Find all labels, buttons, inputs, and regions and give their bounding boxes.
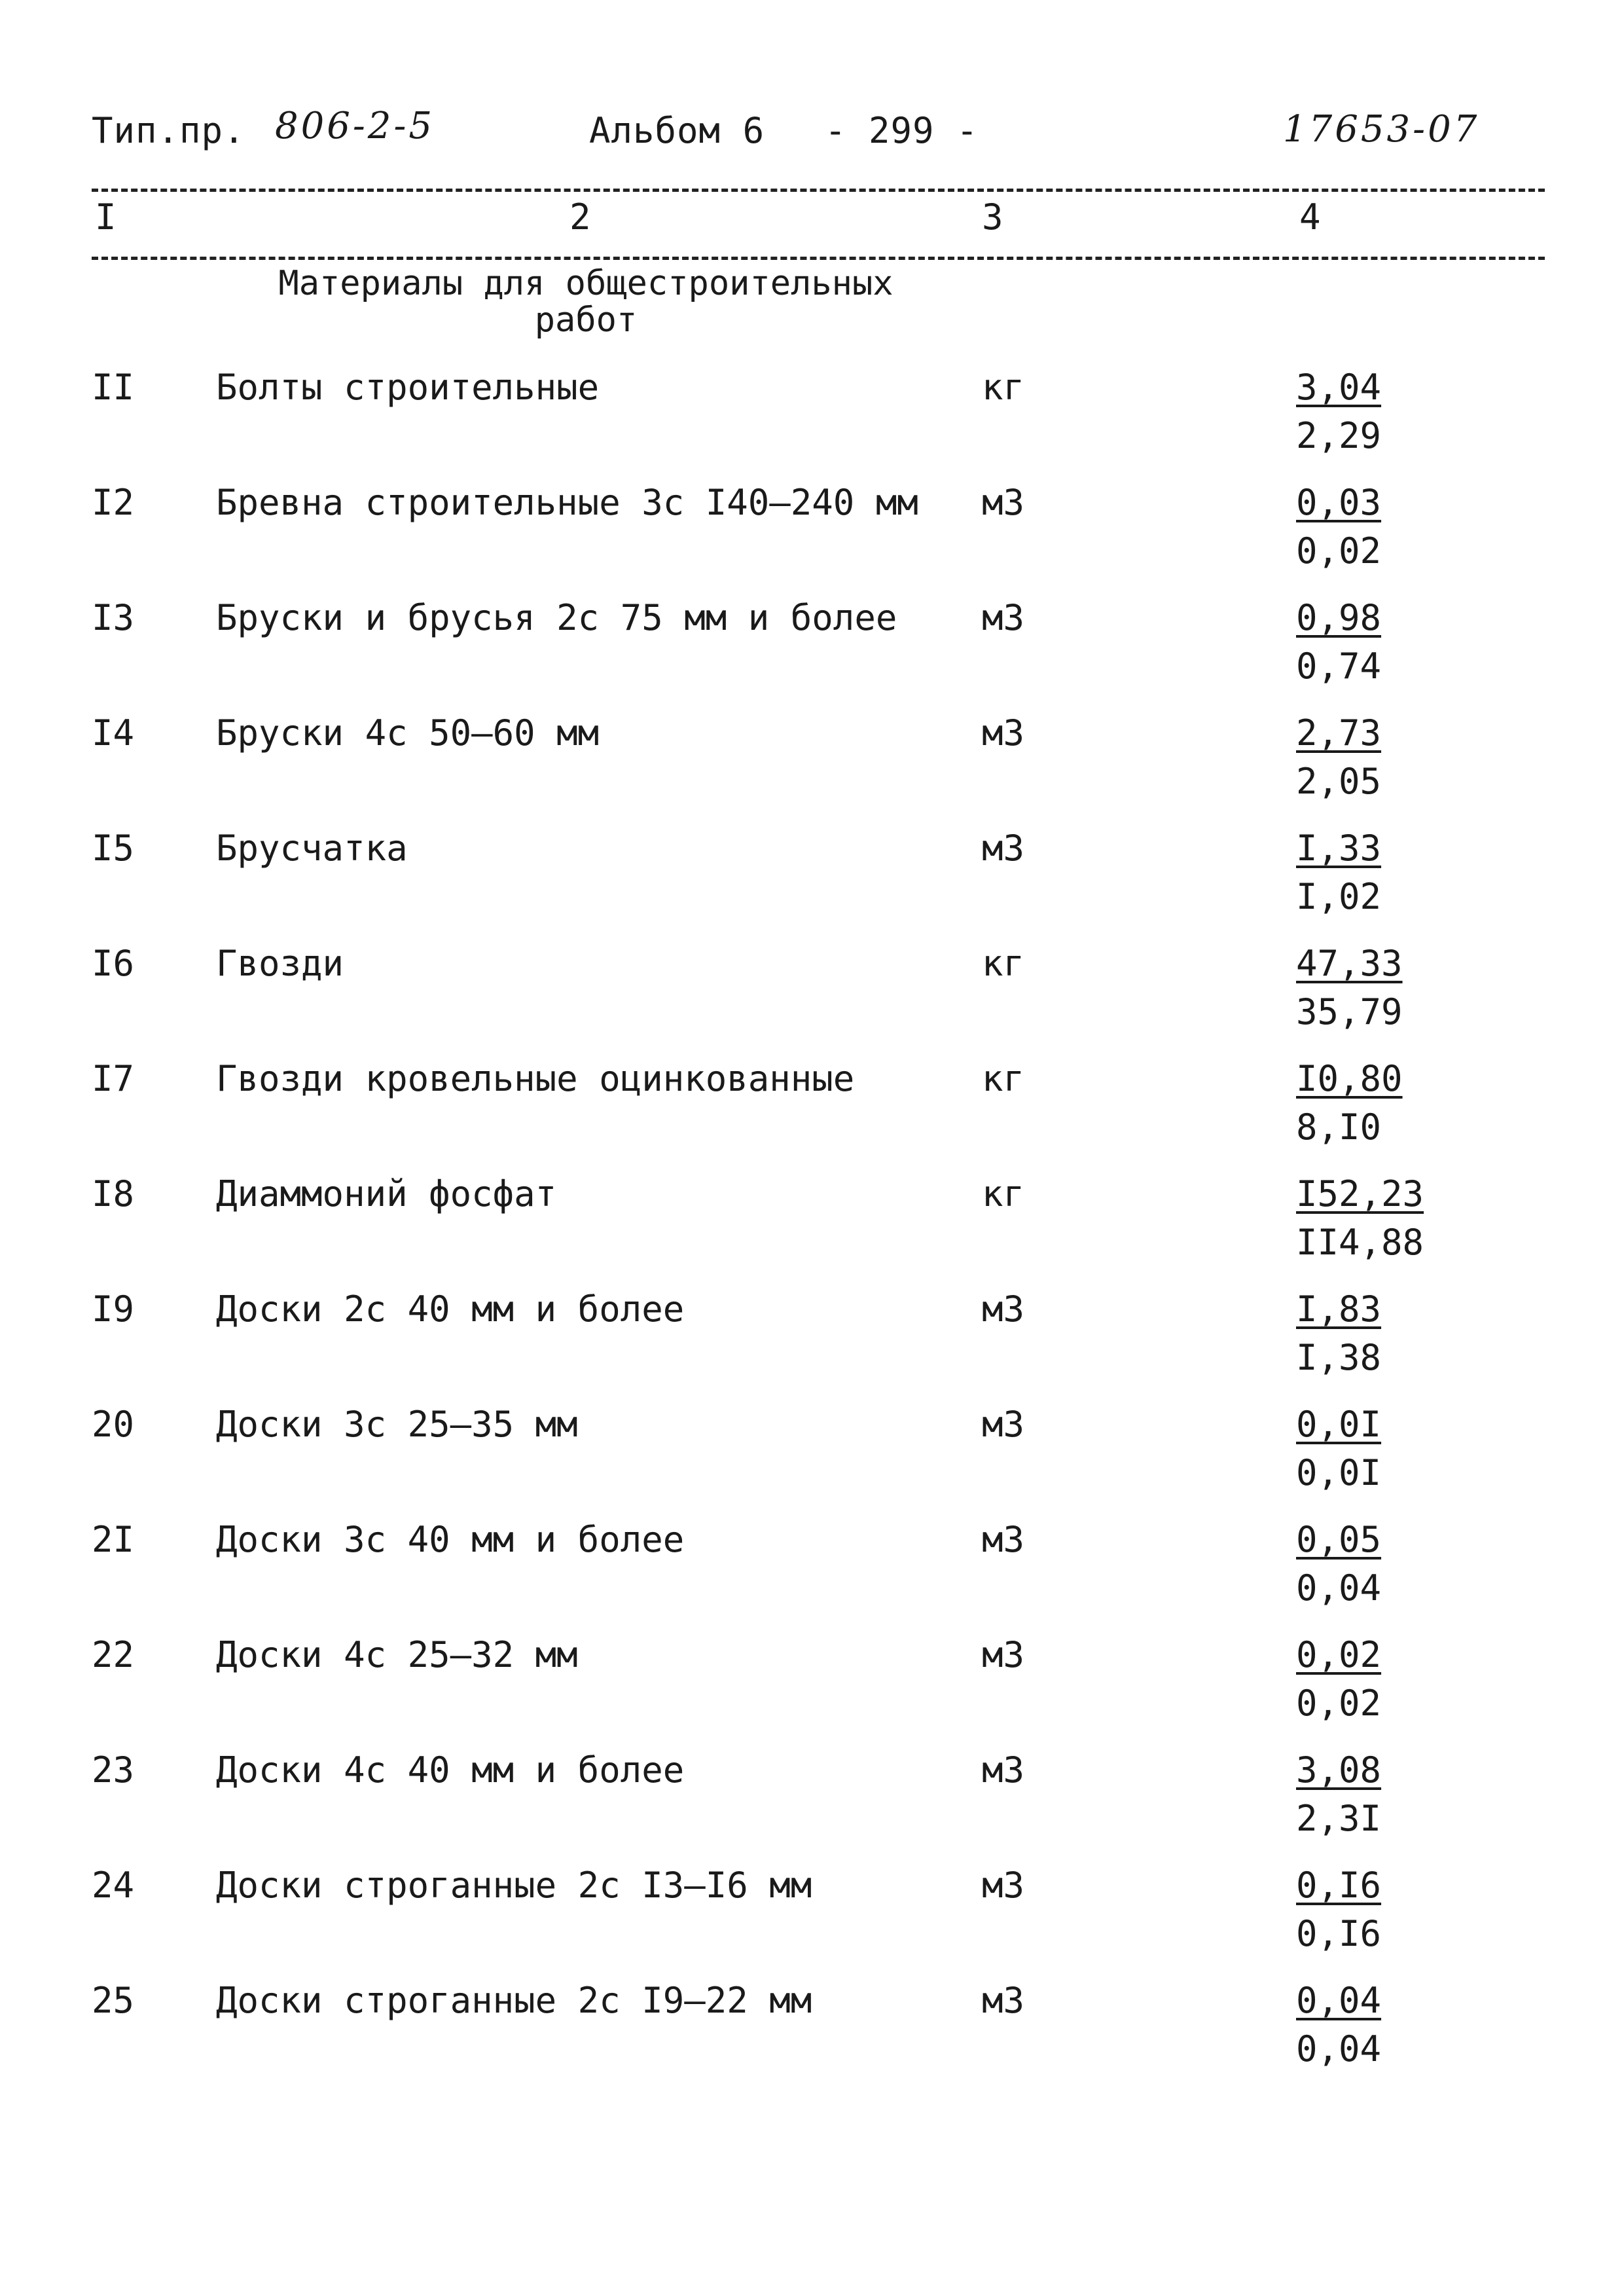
row-number: I6 [92,943,135,984]
quantity-bottom: I,38 [1296,1337,1382,1378]
quantity-bottom: 0,I6 [1296,1913,1382,1954]
row-number: I7 [92,1058,135,1099]
quantity-top: I,33 [1296,828,1382,869]
row-number: 2I [92,1519,135,1560]
row-number: I2 [92,482,135,523]
table-row [0,1516,1624,1632]
quantity-top: 0,04 [1296,1980,1382,2021]
quantity-bottom: 0,04 [1296,1567,1382,1609]
quantity-top: I0,80 [1296,1058,1403,1099]
quantity-top: 0,I6 [1296,1865,1382,1906]
material-name: Бруски 4с 50–60 мм [216,712,600,754]
header-rule-top [92,189,1545,192]
material-name: Гвозди кровельные оцинкованные [216,1058,855,1099]
row-number: 24 [92,1865,135,1906]
quantity-bottom: 35,79 [1296,991,1403,1032]
quantity-bottom: 2,3I [1296,1798,1382,1839]
header-rule-bottom [92,257,1545,260]
material-name: Доски 2с 40 мм и более [216,1288,685,1330]
quantity-bottom: 0,0I [1296,1452,1382,1493]
unit: кг [982,943,1025,984]
unit: м3 [982,1404,1025,1445]
material-name: Доски строганные 2с I3–I6 мм [216,1865,812,1906]
quantity-bottom: 0,74 [1296,646,1382,687]
quantity-top: 0,03 [1296,482,1382,523]
quantity-bottom: 0,02 [1296,530,1382,572]
unit: м3 [982,1749,1025,1791]
material-name: Брусчатка [216,828,408,869]
row-number: II [92,367,135,408]
quantity-bottom: I,02 [1296,876,1382,917]
project-code: 806-2-5 [275,105,435,147]
quantity-top: 0,05 [1296,1519,1382,1560]
material-name: Доски 4с 40 мм и более [216,1749,685,1791]
material-name: Доски 3с 40 мм и более [216,1519,685,1560]
table-row [0,1055,1624,1171]
unit: кг [982,367,1025,408]
table-row [0,364,1624,479]
table-row [0,1977,1624,2092]
column-number-3: 3 [982,196,1003,238]
quantity-bottom: 2,05 [1296,761,1382,802]
table-row [0,479,1624,594]
table-row [0,1401,1624,1516]
row-number: 23 [92,1749,135,1791]
row-number: 22 [92,1634,135,1675]
quantity-top: 3,08 [1296,1749,1382,1791]
section-title: Материалы для общестроительных работ [278,264,893,340]
table-row [0,1862,1624,1977]
table-row [0,1747,1624,1862]
unit: м3 [982,1288,1025,1330]
quantity-top: I,83 [1296,1288,1382,1330]
material-name: Бревна строительные 3с I40–240 мм [216,482,918,523]
quantity-bottom: II4,88 [1296,1222,1424,1263]
quantity-top: I52,23 [1296,1173,1424,1214]
table-row [0,1632,1624,1747]
unit: кг [982,1058,1025,1099]
row-number: I3 [92,597,135,638]
column-number-2: 2 [569,196,591,238]
column-number-1: I [95,196,117,238]
column-number-4: 4 [1299,196,1321,238]
quantity-top: 2,73 [1296,712,1382,754]
table-row [0,594,1624,710]
document-number: 17653-07 [1283,108,1480,151]
unit: м3 [982,482,1025,523]
unit: м3 [982,1519,1025,1560]
unit: м3 [982,597,1025,638]
table-row [0,1171,1624,1286]
material-name: Бруски и брусья 2с 75 мм и более [216,597,897,638]
quantity-top: 3,04 [1296,367,1382,408]
table-row [0,825,1624,940]
row-number: 20 [92,1404,135,1445]
quantity-top: 0,02 [1296,1634,1382,1675]
quantity-bottom: 0,04 [1296,2028,1382,2070]
quantity-bottom: 0,02 [1296,1683,1382,1724]
album-label: Альбом 6 [589,110,765,151]
table-row [0,940,1624,1055]
unit: м3 [982,1980,1025,2021]
material-name: Гвозди [216,943,344,984]
material-name: Болты строительные [216,367,600,408]
quantity-top: 47,33 [1296,943,1403,984]
row-number: I8 [92,1173,135,1214]
row-number: 25 [92,1980,135,2021]
row-number: I5 [92,828,135,869]
page-number: - 299 - [825,110,979,151]
quantity-top: 0,0I [1296,1404,1382,1445]
material-name: Доски 3с 25–35 мм [216,1404,578,1445]
table-row [0,1286,1624,1401]
unit: м3 [982,828,1025,869]
table-row [0,710,1624,825]
quantity-top: 0,98 [1296,597,1382,638]
quantity-bottom: 2,29 [1296,415,1382,456]
row-number: I4 [92,712,135,754]
unit: м3 [982,1865,1025,1906]
material-name: Диаммоний фосфат [216,1173,557,1214]
row-number: I9 [92,1288,135,1330]
material-name: Доски строганные 2с I9–22 мм [216,1980,812,2021]
unit: м3 [982,1634,1025,1675]
header-label: Тип.пр. [92,110,245,151]
unit: кг [982,1173,1025,1214]
unit: м3 [982,712,1025,754]
quantity-bottom: 8,I0 [1296,1106,1382,1148]
material-name: Доски 4с 25–32 мм [216,1634,578,1675]
